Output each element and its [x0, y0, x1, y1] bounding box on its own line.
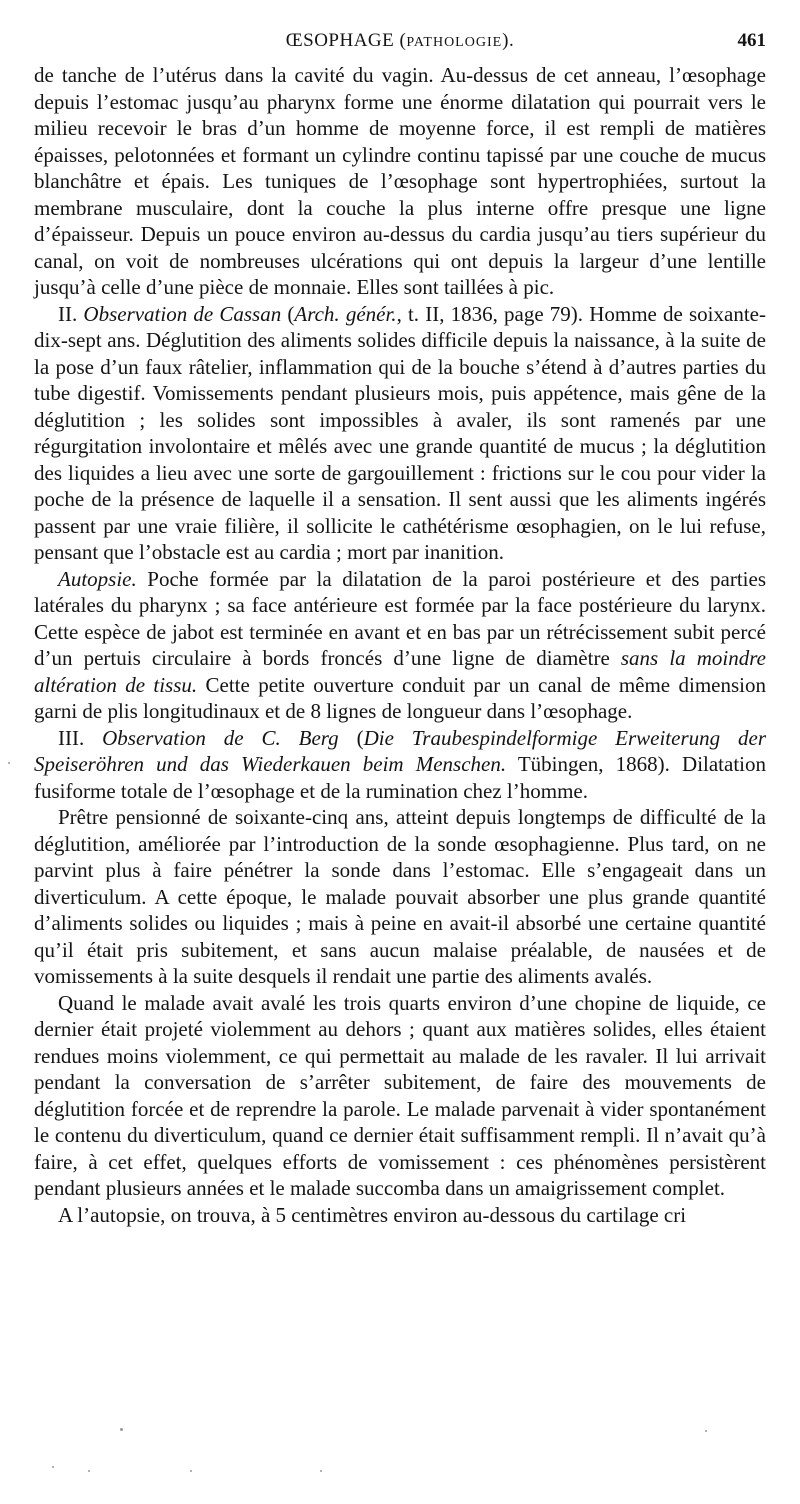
- autopsie-label: Autopsie.: [58, 566, 137, 591]
- observation-number: II.: [58, 301, 84, 326]
- autopsie-text-a: Poche formée par la dilatation de la paroi postérieure et des parties latérales du pharynx ; sa face antérieure est formée par la face postérieure du larynx. Cette espèce de jabot est terminée en avant et en bas par un rétrécissement subit percé d’un pertuis circulaire à bords froncés d’une ligne de diamètre: [34, 566, 766, 670]
- scan-speck: [320, 1470, 322, 1472]
- observation-reference: Observation de C. Berg: [102, 725, 339, 750]
- book-page: [34, 28, 766, 1228]
- paragraph-observation-cassan: [34, 301, 766, 566]
- paragraph-observation-berg: [34, 725, 766, 805]
- scan-speck: [705, 1430, 707, 1432]
- body-text: [34, 62, 766, 1228]
- paragraph-case-history: Prêtre pensionné de soixante-cinq ans, atteint depuis longtemps de difficulté de la déglutition, améliorée par l’introduction de la sonde œsophagienne. Plus tard, on ne parvint plus à faire pénétrer la sonde dans l’estomac. Elle s’engageait dans un diverticulum. A cette époque, le malade pouvait absorber une plus grande quantité d’aliments solides ou liquides ; mais à peine en avait-il absorbé une certaine quantité qu’il était pris subitement, et sans aucun malaise préalable, de nausées et de vomissements à la suite desquels il rendait une partie des aliments avalés.: [34, 805, 766, 988]
- journal-title: Arch. génér.: [294, 301, 397, 326]
- page-number: 461: [737, 30, 766, 51]
- observation-text: Tübingen, 1868). Dilatation fusiforme totale de l’œsophage et de la rumination chez l’homme.: [34, 752, 767, 803]
- paragraph-autopsie: [34, 566, 766, 725]
- running-title-smallcaps: PATHOLOGIE: [406, 35, 503, 50]
- reference-open: (: [281, 301, 295, 326]
- observation-reference: Observation de Cassan: [83, 301, 282, 326]
- autopsie-text-b: Cette petite ouverture conduit par un canal de même dimension garni de plis longitudinaux et de 8 lignes de longueur dans l’œsophage.: [34, 672, 766, 723]
- running-title-end: ).: [502, 30, 515, 51]
- paragraph-continuation: de tanche de l’utérus dans la cavité du vagin. Au-dessus de cet anneau, l’œsophage depuis l’estomac jusqu’au pharynx forme une énorme dilatation qui pourrait vers le milieu recevoir le bras d’un homme de moyenne force, il est rempli de matières épaisses, pelotonnées et formant un cylindre continu tapissé par une couche de mucus blanchâtre et épais. Les tuniques de l’œsophage sont hypertrophiées, surtout la membrane musculaire, dont la couche la plus interne offre presque une ligne d’épaisseur. Depuis un pouce environ au-dessus du cardia jusqu’au tiers supérieur du canal, on voit de nombreuses ulcérations qui ont depuis la largeur d’une lentille jusqu’à celle d’une pièce de monnaie. Elles sont taillées à pic.: [34, 63, 766, 299]
- scan-speck: [190, 1470, 192, 1472]
- scan-speck: [88, 1470, 90, 1472]
- scan-speck: [120, 1428, 123, 1431]
- observation-number: III.: [58, 725, 103, 750]
- running-header: [34, 28, 766, 62]
- autopsie-italic: sans la moindre altération de tissu.: [34, 646, 766, 697]
- paragraph-autopsy-start: A l’autopsie, on trouva, à 5 centimètres environ au-dessous du cartilage cri: [58, 1202, 687, 1227]
- work-title: Die Traubespindelformige Erweiterung der Speiseröhren und das Wiederkauen beim Menschen.: [34, 725, 766, 776]
- running-title-main: ŒSOPHAGE (: [285, 30, 407, 51]
- paragraph-symptoms: Quand le malade avait avalé les trois quarts environ d’une chopine de liquide, ce dernier était projeté violemment au dehors ; quant aux matières solides, elles étaient rendues moins violemment, ce qui permettait au malade de les ravaler. Il lui arrivait pendant la conversation de s’arrêter subitement, de faire des mouvements de déglutition forcée et de reprendre la parole. Le malade parvenait à vider spontanément le contenu du diverticulum, quand ce dernier était suffisamment rempli. Il n’avait qu’à faire, à cet effet, quelques efforts de vomissement : ces phénomènes persistèrent pendant plusieurs années et le malade succomba dans un amaigrissement complet.: [34, 990, 766, 1200]
- reference-open: (: [338, 725, 364, 750]
- observation-text: , t. II, 1836, page 79). Homme de soixante-dix-sept ans. Déglutition des aliments solides difficile depuis la naissance, à la suite de la pose d’un faux râtelier, inflammation qui de la bouche s’étend à d’autres parties du tube digestif. Vomissements pendant plusieurs mois, puis appétence, mais gêne de la déglutition ; les solides sont impossibles à avaler, ils sont ramenés par une régurgitation involontaire et mêlés avec une grande quantité de mucus ; la déglutition des liquides a lieu avec une sorte de gargouillement : frictions sur le cou pour vider la poche de la présence de laquelle il a sensation. Il sent aussi que les aliments ingérés passent par une vraie filière, il sollicite le cathétérisme œsophagien, on le lui refuse, pensant que l’obstacle est au cardia ; mort par inanition.: [34, 301, 766, 564]
- scan-speck: [8, 762, 10, 764]
- scan-speck: [52, 1466, 54, 1468]
- running-title: [34, 30, 766, 52]
